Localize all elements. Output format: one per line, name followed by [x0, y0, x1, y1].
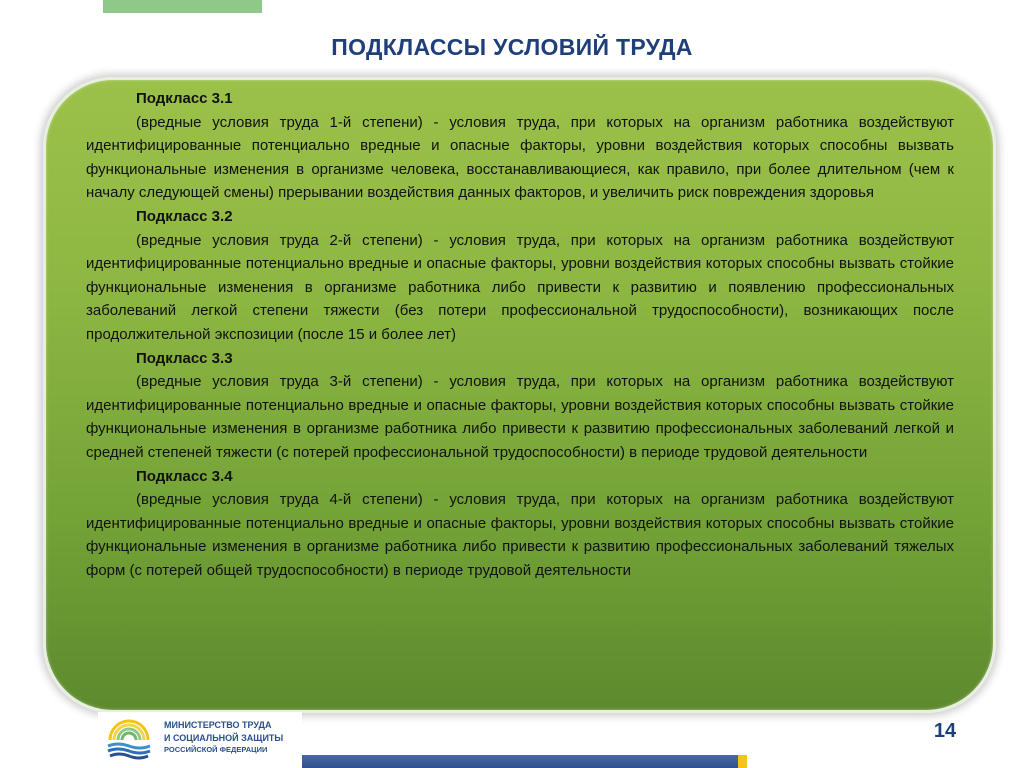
page-number: 14 — [933, 720, 957, 742]
ministry-name — [164, 719, 283, 757]
top-accent-bar — [103, 0, 262, 13]
subclass-description: (вредные условия труда 3-й степени) - условия труда, при которых на организм работника воздействуют идентифицированные потенциально вредные и опасные факторы, уровни воздействия которых способны вызвать стойкие функциональные изменения в организме работника либо привести к развитию профессиональных заболеваний легкой и средней степеней тяжести (с потерей профессиональной трудоспособности) в периоде трудовой деятельности — [86, 373, 954, 461]
subclass-description: (вредные условия труда 1-й степени) - условия труда, при которых на организм работника воздействуют идентифицированные потенциально вредные и опасные факторы, уровни воздействия которых способны вызвать функциональные изменения в организме человека, восстанавливающиеся, как правило, при более длительном (чем к началу следующей смены) прерывании воздействия данных факторов, и увеличить риск повреждения здоровья — [86, 113, 954, 202]
content-text — [86, 87, 954, 582]
subclass-heading: Подкласс 3.4 — [136, 467, 233, 485]
subclass-heading: Подкласс 3.1 — [136, 90, 233, 107]
ministry-name-line: МИНИСТЕРСТВО ТРУДА — [164, 720, 272, 730]
slide-title: ПОДКЛАССЫ УСЛОВИЙ ТРУДА — [331, 34, 693, 60]
subclass-heading: Подкласс 3.2 — [136, 207, 233, 225]
ministry-name-line: И СОЦИАЛЬНОЙ ЗАЩИТЫ — [164, 732, 284, 743]
footer-bar — [302, 755, 738, 768]
footer-yellow-accent — [738, 755, 747, 768]
subclass-description: (вредные условия труда 4-й степени) - условия труда, при которых на организм работника воздействуют идентифицированные потенциально вредные и опасные факторы, уровни воздействия которых способны вызвать стойкие функциональные изменения в организме работника либо привести к развитию профессиональных заболеваний тяжелых форм (с потерей общей трудоспособности) в периоде трудовой деятельности — [86, 491, 954, 579]
ministry-logo — [98, 712, 302, 768]
ministry-emblem-icon — [106, 716, 152, 762]
ministry-name-line: РОССИЙСКОЙ ФЕДЕРАЦИИ — [164, 745, 268, 754]
subclass-description: (вредные условия труда 2-й степени) - условия труда, при которых на организм работника воздействуют идентифицированные потенциально вредные и опасные факторы, уровни воздействия которых способны вызвать стойкие функциональные изменения в организме работника либо привести к развитию и появлению профессиональных заболеваний легкой степени тяжести (без потери профессиональной трудоспособности), возникающих после продолжительной экспозиции (после 15 и более лет) — [86, 231, 954, 343]
subclass-heading: Подкласс 3.3 — [136, 349, 233, 367]
